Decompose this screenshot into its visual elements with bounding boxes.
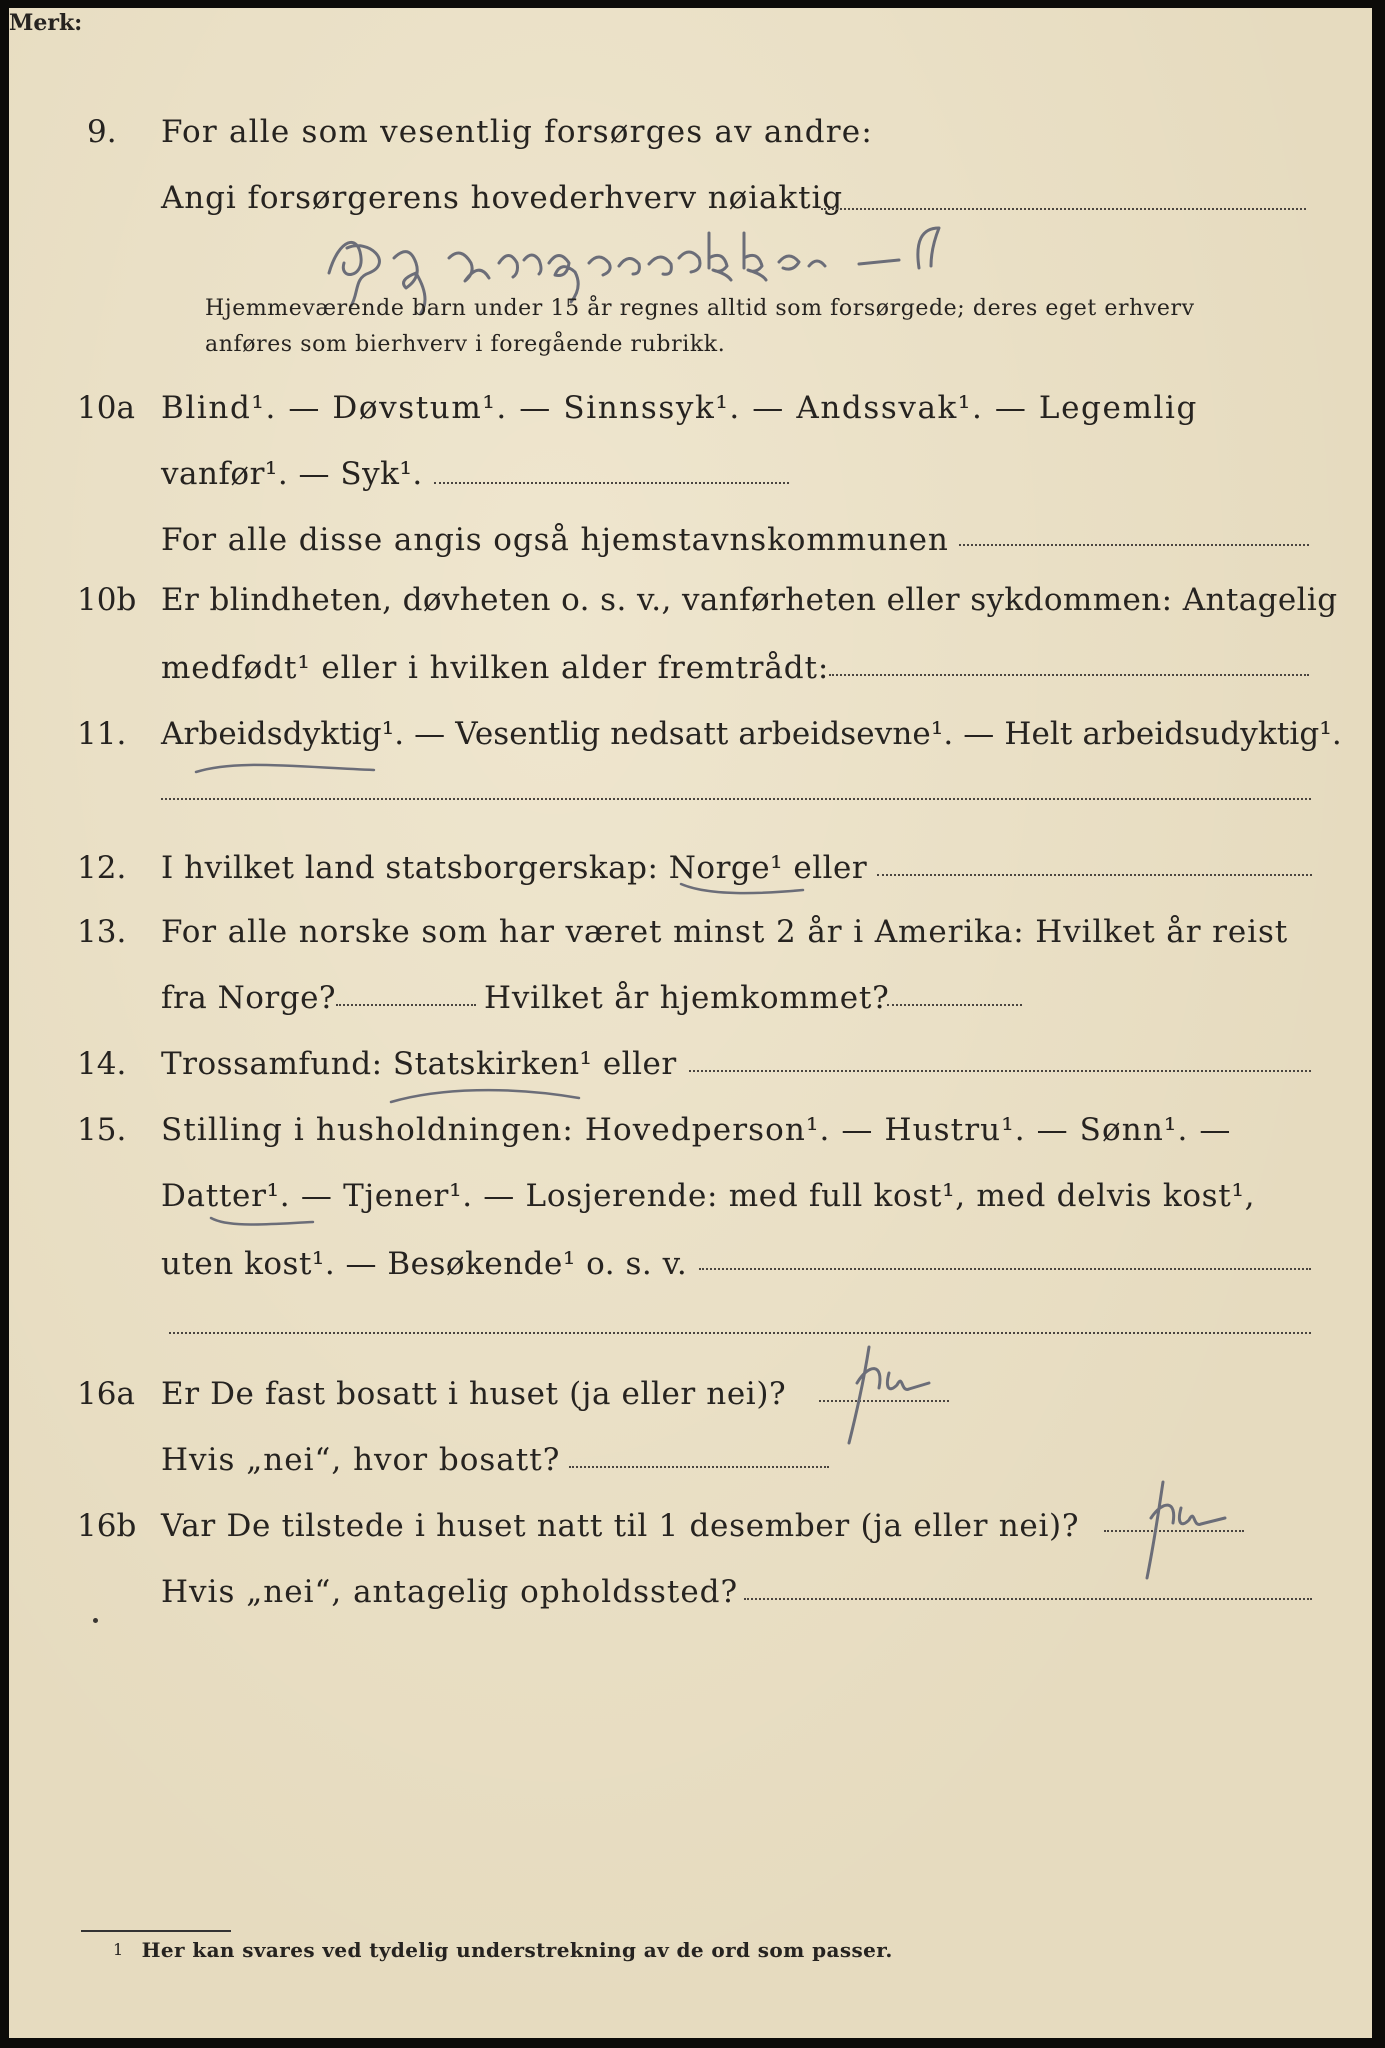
q15-extra-dotted-line bbox=[169, 1332, 1311, 1334]
q13-line2a: fra Norge? bbox=[161, 980, 337, 1016]
q12-underline-mark bbox=[679, 878, 809, 900]
q12-dotted-line bbox=[877, 874, 1312, 876]
q10a-kommune-dotted-line bbox=[959, 544, 1309, 546]
q10a-line2: vanfør¹. — Syk¹. bbox=[161, 456, 423, 492]
q15-line3: uten kost¹. — Besøkende¹ o. s. v. bbox=[161, 1246, 688, 1282]
q16b-handwritten-answer bbox=[1129, 1478, 1249, 1588]
q14-dotted-line bbox=[689, 1070, 1311, 1072]
q11-number: 11. bbox=[77, 716, 127, 752]
merk-line1: Hjemmeværende barn under 15 år regnes alltid som forsørgede; deres eget erhverv bbox=[205, 296, 1195, 321]
q15-line1: Stilling i husholdningen: Hovedperson¹. — Hustru¹. — Sønn¹. — bbox=[161, 1112, 1232, 1148]
q12-number: 12. bbox=[77, 850, 127, 886]
q16a-line2: Hvis „nei“, hvor bosatt? bbox=[161, 1442, 561, 1478]
q16b-number: 16b bbox=[77, 1508, 137, 1544]
q10b-line1: Er blindheten, døvheten o. s. v., vanførheten eller sykdommen: Antagelig bbox=[161, 582, 1338, 618]
q10a-line1: Blind¹. — Døvstum¹. — Sinnssyk¹. — Andssvak¹. — Legemlig bbox=[161, 390, 1198, 426]
q10a-syk-dotted-line bbox=[434, 482, 789, 484]
q11-dotted-line bbox=[161, 798, 1311, 800]
q16a-handwritten-answer bbox=[839, 1343, 959, 1463]
q13-line1: For alle norske som har været minst 2 år i Amerika: Hvilket år reist bbox=[161, 914, 1289, 950]
q13-hjemkommet-dotted-line bbox=[887, 1004, 1022, 1006]
q14-line1: Trossamfund: Statskirken¹ eller bbox=[161, 1046, 677, 1082]
q10b-line2: medfødt¹ eller i hvilken alder fremtrådt: bbox=[161, 650, 830, 686]
q10b-dotted-line bbox=[829, 674, 1309, 676]
q16a-bosatt-dotted-line bbox=[569, 1466, 829, 1468]
q9-number: 9. bbox=[87, 114, 117, 150]
q13-line2b: Hvilket år hjemkommet? bbox=[484, 980, 890, 1016]
q16a-number: 16a bbox=[77, 1376, 135, 1412]
q9-answer-dotted-line bbox=[821, 208, 1306, 210]
census-form-page bbox=[9, 8, 1372, 2038]
q14-underline-mark bbox=[389, 1084, 589, 1110]
q11-line1: Arbeidsdyktig¹. — Vesentlig nedsatt arbeidsevne¹. — Helt arbeidsudyktig¹. bbox=[161, 716, 1342, 752]
q16b-line2: Hvis „nei“, antagelig opholdssted? bbox=[161, 1574, 739, 1610]
merk-label: Merk: bbox=[9, 10, 83, 36]
footnote-rule bbox=[81, 1930, 231, 1932]
footnote bbox=[113, 1936, 893, 1964]
footnote-mark: 1 bbox=[113, 1940, 124, 1959]
q14-number: 14. bbox=[77, 1046, 127, 1082]
q16b-opholdssted-dotted-line bbox=[744, 1598, 1312, 1600]
q13-reist-dotted-line bbox=[336, 1004, 476, 1006]
q16a-line1: Er De fast bosatt i huset (ja eller nei)? bbox=[161, 1376, 787, 1412]
q11-underline-mark bbox=[194, 760, 394, 784]
stray-ink-dot bbox=[93, 1618, 98, 1623]
q15-dotted-line bbox=[699, 1268, 1311, 1270]
q9-line1: For alle som vesentlig forsørges av andre: bbox=[161, 114, 873, 150]
q15-line2: Datter¹. — Tjener¹. — Losjerende: med full kost¹, med delvis kost¹, bbox=[161, 1178, 1256, 1214]
q9-handwritten-answer bbox=[299, 218, 1299, 298]
q16b-line1: Var De tilstede i huset natt til 1 desember (ja eller nei)? bbox=[161, 1508, 1080, 1544]
q9-line2: Angi forsørgerens hovederhverv nøiaktig bbox=[161, 180, 844, 216]
q15-underline-mark bbox=[209, 1208, 319, 1232]
q12-line1: I hvilket land statsborgerskap: Norge¹ eller bbox=[161, 850, 868, 886]
footnote-text: Her kan svares ved tydelig understrekning av de ord som passer. bbox=[141, 1938, 893, 1962]
q13-number: 13. bbox=[77, 914, 127, 950]
q10a-line3: For alle disse angis også hjemstavnskommunen bbox=[161, 522, 949, 558]
q15-number: 15. bbox=[77, 1112, 127, 1148]
q10a-number: 10a bbox=[77, 390, 135, 426]
merk-line2: anføres som bierhverv i foregående rubrikk. bbox=[205, 332, 726, 357]
q10b-number: 10b bbox=[77, 582, 137, 618]
